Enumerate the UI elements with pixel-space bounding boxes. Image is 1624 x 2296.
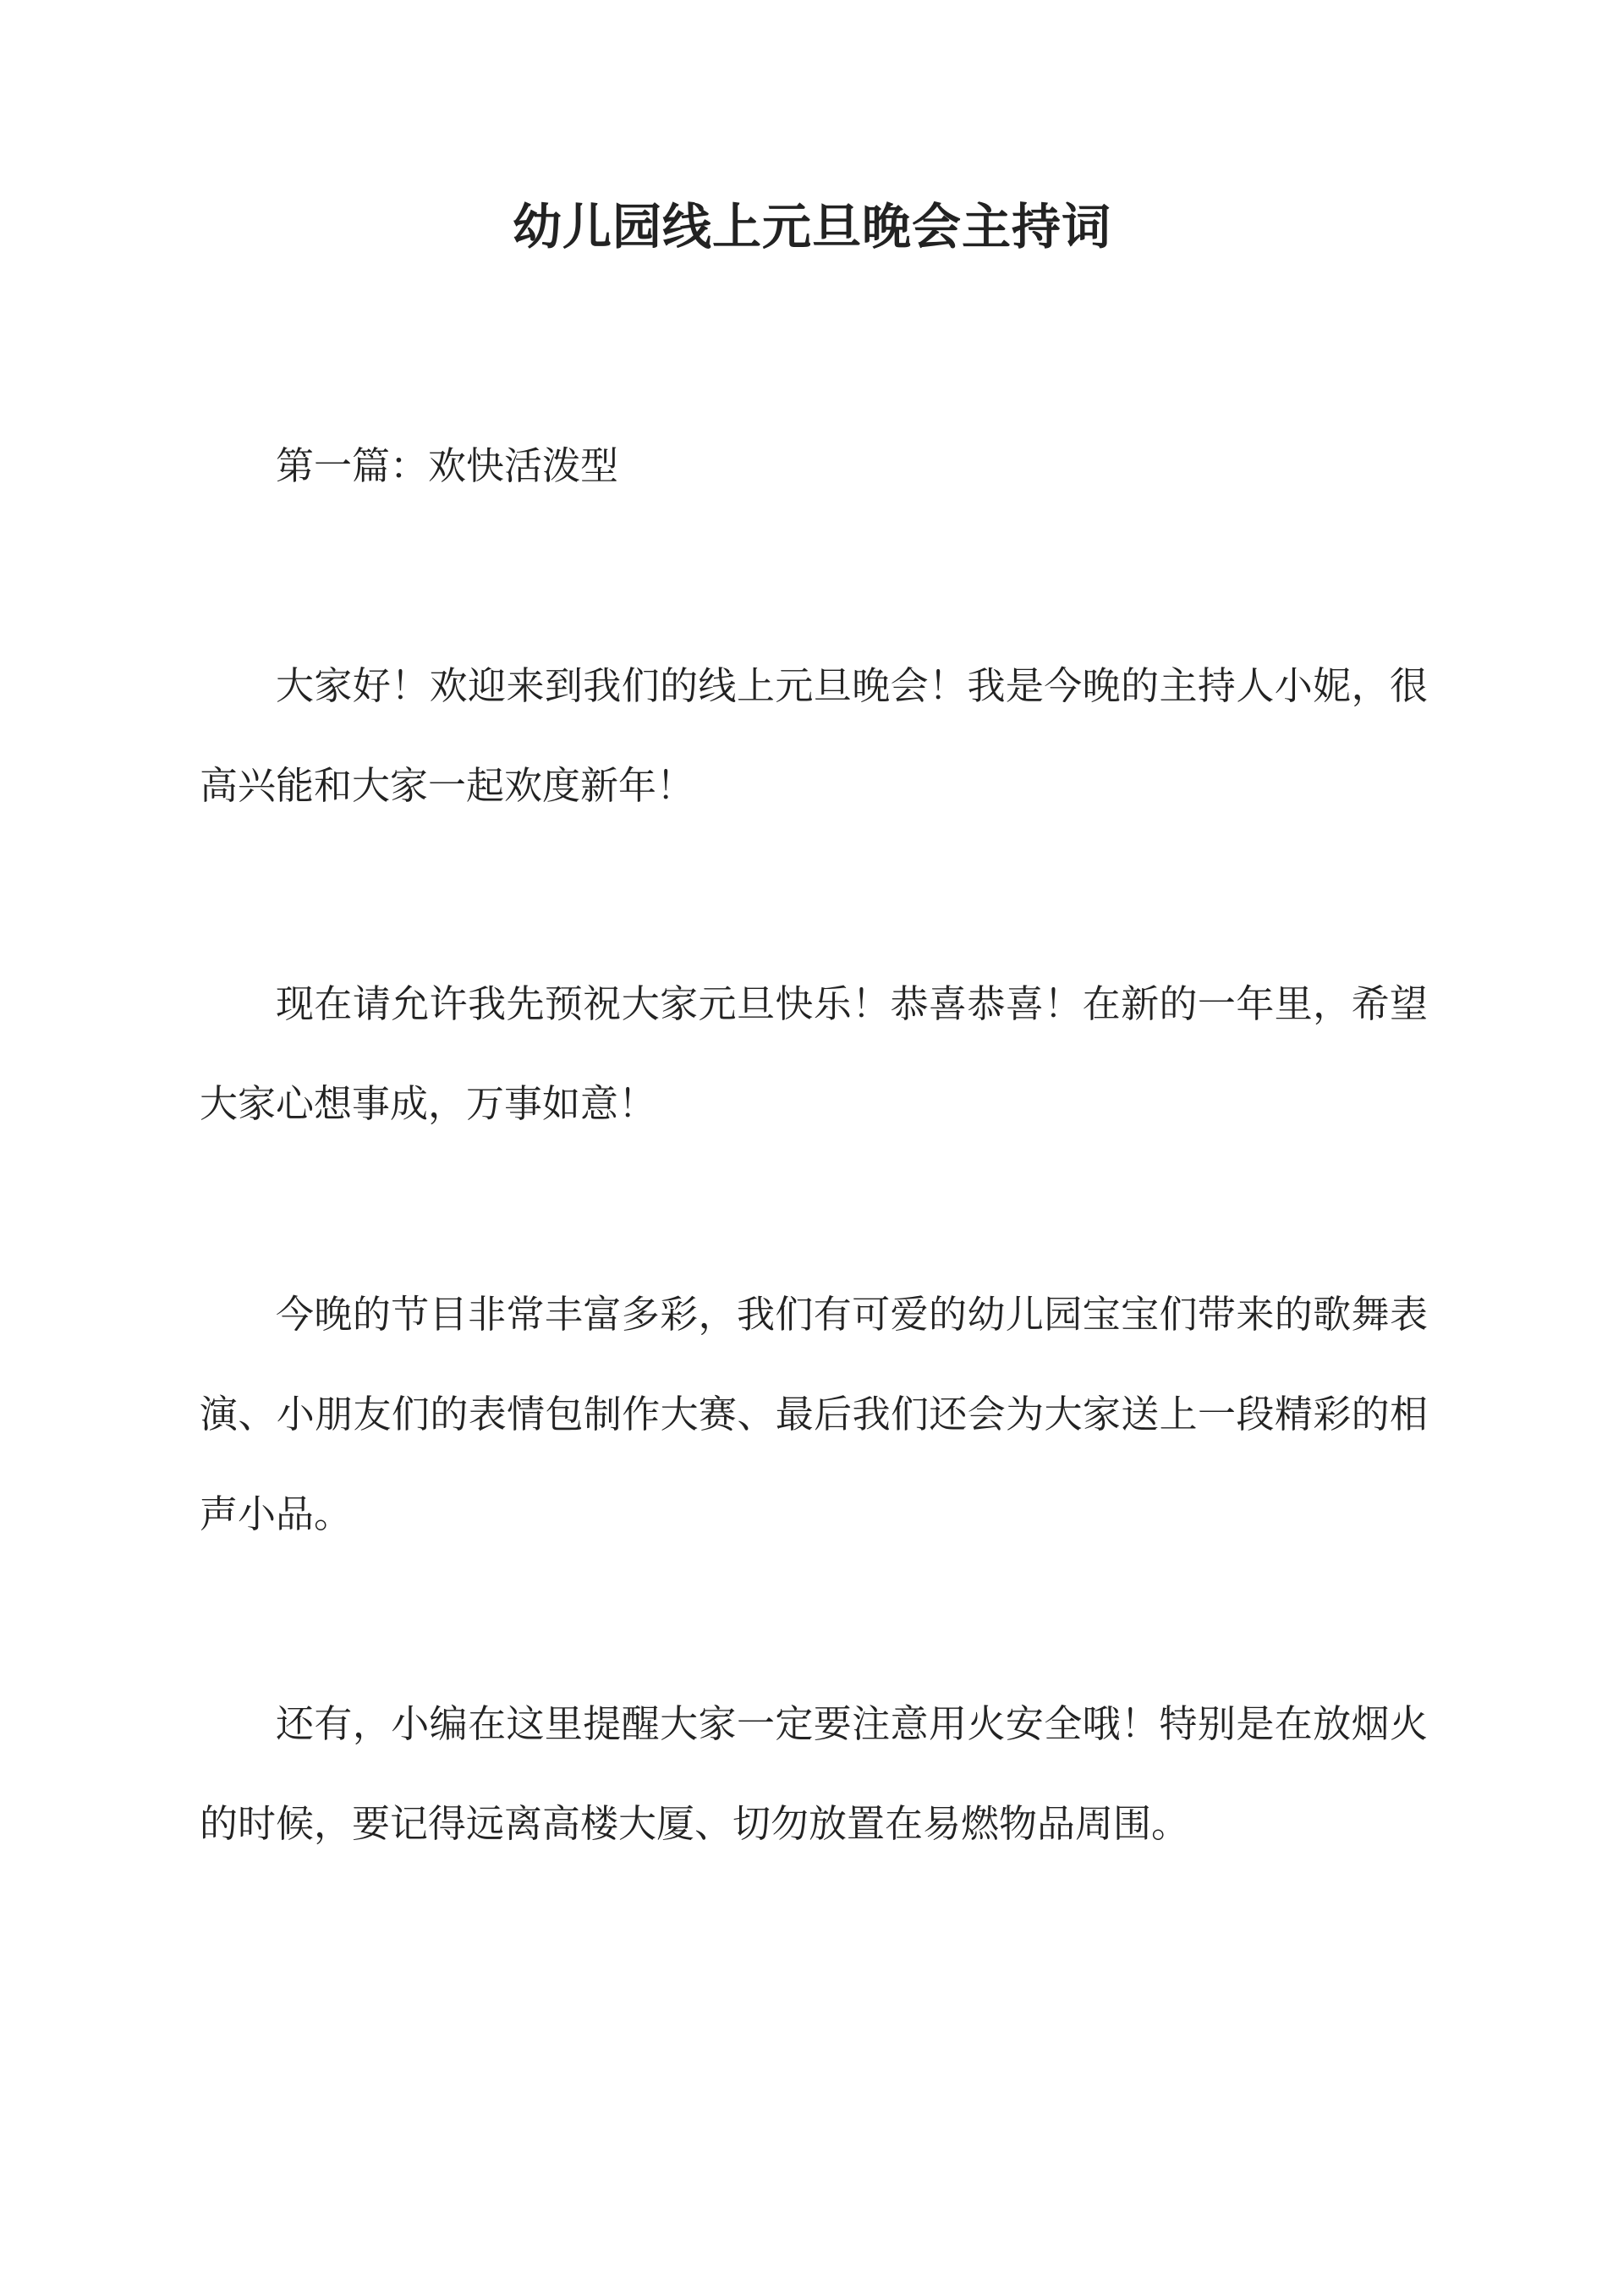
document-title: 幼儿园线上元旦晚会主持词	[512, 198, 1111, 255]
section-heading: 第一篇：欢快活泼型	[276, 443, 619, 488]
paragraph-program-overview: 今晚的节目非常丰富多彩，我们有可爱的幼儿园宝宝们带来的歌舞表演、小朋友们的表情包制作大赛、最后我们还会为大家送上一段精彩的相声小品。	[200, 1292, 1428, 1536]
paragraph-fire-safety-reminder: 还有，小编在这里提醒大家一定要注意用火安全哦！特别是在放烟火的时候，要记得远离高楼大厦、切勿放置在易燃物品周围。	[200, 1701, 1428, 1846]
paragraph-new-year-wishes: 现在请允许我先预祝大家元旦快乐！恭喜恭喜！在新的一年里，希望大家心想事成，万事如意！	[200, 981, 1428, 1126]
paragraph-greeting: 大家好！欢迎来到我们的线上元旦晚会！我是今晚的主持人小妮，很高兴能和大家一起欢度新年！	[200, 663, 1428, 808]
